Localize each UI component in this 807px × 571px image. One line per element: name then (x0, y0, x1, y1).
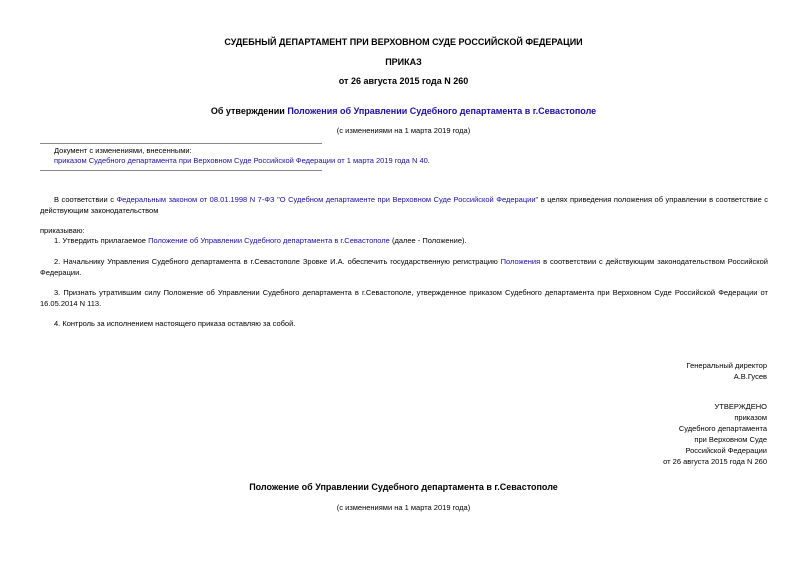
title-regulation-link[interactable]: Положения об Управлении Судебного департамента в г.Севастополе (287, 106, 597, 116)
document-title (0, 106, 807, 116)
item-2-regulation-link[interactable]: Положения (500, 257, 541, 266)
item-1-suffix: (далее - Положение). (389, 236, 467, 245)
title-prefix: Об утверждении (210, 106, 288, 116)
approval-line-5: Российской Федерации (685, 446, 767, 455)
regulation-title: Положение об Управлении Судебного департамента в г.Севастополе (249, 482, 558, 492)
amended-note: (с изменениями на 1 марта 2019 года) (336, 126, 471, 135)
organization-heading: СУДЕБНЫЙ ДЕПАРТАМЕНТ ПРИ ВЕРХОВНОМ СУДЕ РОССИЙСКОЙ ФЕДЕРАЦИИ (224, 37, 583, 47)
changes-label: Документ с изменениями, внесенными: (54, 146, 192, 155)
divider-top (40, 143, 322, 144)
order-word: приказываю: (40, 226, 85, 235)
document-date-number: от 26 августа 2015 года N 260 (338, 76, 469, 86)
item-1-prefix: 1. Утвердить прилагаемое (54, 236, 149, 245)
signature-name: А.В.Гусев (733, 372, 767, 381)
federal-law-link[interactable]: Федеральным законом от 08.01.1998 N 7-ФЗ "О Судебном департаменте при Верховном Суде Российской Федерации" (116, 195, 539, 204)
approval-line-2: приказом (734, 413, 767, 422)
item-1-regulation-link[interactable]: Положение об Управлении Судебного департамента в г.Севастополе (148, 236, 390, 245)
document-type: ПРИКАЗ (385, 57, 422, 67)
approval-line-6: от 26 августа 2015 года N 260 (663, 457, 767, 466)
intro-paragraph (40, 194, 768, 216)
intro-prefix: В соответствии с (54, 195, 117, 204)
item-2-suffix: в соответствии с действующим законодательством Российской Федерации. (40, 257, 768, 277)
item-4: 4. Контроль за исполнением настоящего приказа оставляю за собой. (54, 319, 296, 328)
item-2 (40, 256, 768, 278)
item-3: 3. Признать утратившим силу Положение об Управлении Судебного департамента в г.Севастополе, утвержденное приказом Судебного департамента при Верховном Суде Российской Федерации от 16.05.2014 N 113. (40, 288, 768, 308)
intro-suffix: в целях приведения положения об управлении в соответствие с действующим законодательством (40, 195, 769, 215)
approval-line-1: УТВЕРЖДЕНО (714, 402, 767, 411)
item-1 (40, 235, 768, 246)
approval-line-3: Судебного департамента (678, 424, 767, 433)
changes-entry-end: . (427, 156, 430, 165)
regulation-note: (с изменениями на 1 марта 2019 года) (336, 503, 471, 512)
amending-order-link[interactable]: приказом Судебного департамента при Верховном Суде Российской Федерации от 1 марта 2019 года N 40 (54, 156, 428, 165)
changes-entry (54, 155, 430, 166)
divider-bottom (40, 170, 322, 171)
signature-block (687, 360, 767, 382)
approval-block (663, 401, 767, 467)
item-2-prefix: 2. Начальнику Управления Судебного департамента в г.Севастополе Зровке И.А. обеспечить государственную регистрацию (54, 257, 501, 266)
signature-position: Генеральный директор (686, 361, 767, 370)
approval-line-4: при Верховном Суде (694, 435, 767, 444)
